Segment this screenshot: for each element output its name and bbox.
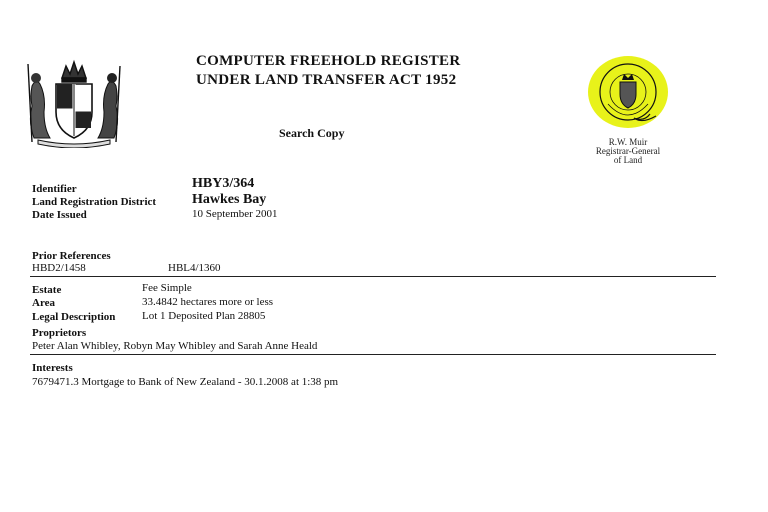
registrar-seal-icon bbox=[576, 52, 680, 138]
area-label: Area bbox=[32, 297, 56, 309]
identifier-label: Identifier bbox=[32, 183, 77, 195]
district-value: Hawkes Bay bbox=[192, 192, 267, 207]
legal-description-value: Lot 1 Deposited Plan 28805 bbox=[142, 310, 266, 322]
signatory-block bbox=[566, 138, 690, 165]
date-issued-value: 10 September 2001 bbox=[192, 208, 278, 220]
signatory-name: R.W. Muir bbox=[608, 137, 648, 147]
divider-2 bbox=[30, 354, 716, 355]
prior-references-label: Prior References bbox=[32, 250, 111, 262]
signatory-title-line2: of Land bbox=[613, 155, 643, 165]
estate-value: Fee Simple bbox=[142, 282, 192, 294]
interests-label: Interests bbox=[32, 362, 73, 374]
date-issued-label: Date Issued bbox=[32, 209, 87, 221]
legal-description-label: Legal Description bbox=[32, 311, 116, 323]
divider-1 bbox=[30, 276, 716, 277]
interest-item: 7679471.3 Mortgage to Bank of New Zealand - 30.1.2008 at 1:38 pm bbox=[32, 376, 339, 388]
identifier-value: HBY3/364 bbox=[192, 176, 255, 191]
proprietors-label: Proprietors bbox=[32, 327, 87, 339]
district-label: Land Registration District bbox=[32, 196, 157, 208]
prior-reference-1: HBD2/1458 bbox=[32, 262, 86, 274]
coat-of-arms-icon bbox=[22, 56, 126, 148]
document-title-line1: COMPUTER FREEHOLD REGISTER bbox=[196, 53, 461, 69]
signatory-title-line1: Registrar-General bbox=[595, 146, 661, 156]
estate-label: Estate bbox=[32, 284, 62, 296]
prior-reference-2: HBL4/1360 bbox=[168, 262, 221, 274]
proprietors-value: Peter Alan Whibley, Robyn May Whibley and Sarah Anne Heald bbox=[32, 340, 318, 352]
document-title-line2: UNDER LAND TRANSFER ACT 1952 bbox=[196, 72, 457, 88]
area-value: 33.4842 hectares more or less bbox=[142, 296, 274, 308]
search-copy-label: Search Copy bbox=[279, 126, 345, 140]
